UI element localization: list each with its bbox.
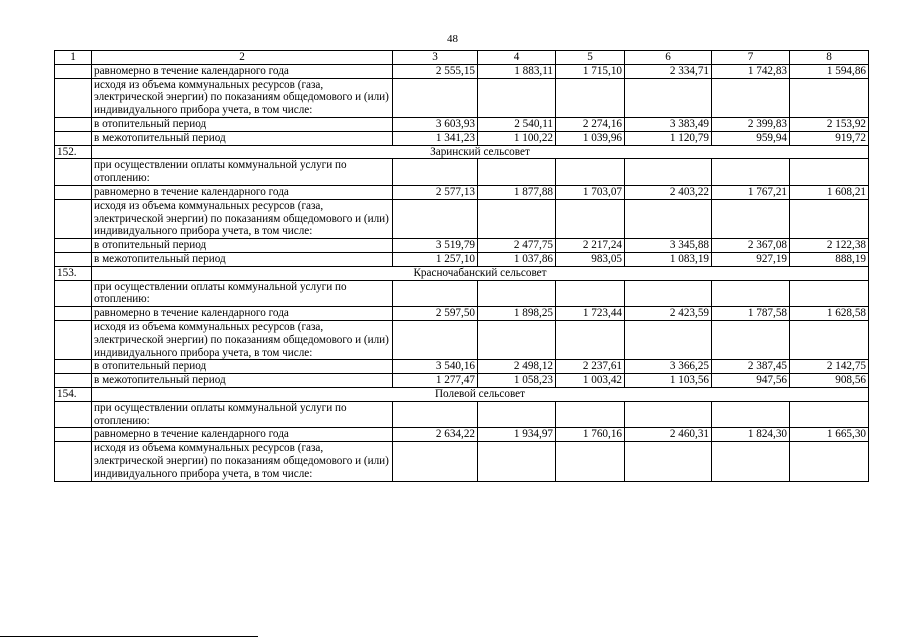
value-cell [790, 199, 869, 238]
header-cell: 3 [393, 51, 478, 65]
row-number-cell [55, 374, 92, 388]
value-cell: 2 577,13 [393, 185, 478, 199]
value-cell: 2 477,75 [478, 239, 556, 253]
value-cell: 959,94 [712, 131, 790, 145]
header-cell: 2 [92, 51, 393, 65]
row-label: при осуществлении оплаты коммунальной услуги по отоплению: [92, 280, 393, 307]
row-number-cell [55, 117, 92, 131]
value-cell: 1 058,23 [478, 374, 556, 388]
value-cell [478, 401, 556, 428]
section-number: 152. [55, 145, 92, 159]
section-title: Красночабанский сельсовет [92, 266, 869, 280]
header-cell: 7 [712, 51, 790, 65]
value-cell [625, 78, 712, 117]
row-label: в межотопительный период [92, 252, 393, 266]
row-label: в межотопительный период [92, 374, 393, 388]
table-row [55, 131, 869, 145]
header-cell: 1 [55, 51, 92, 65]
value-cell: 2 597,50 [393, 307, 478, 321]
row-number-cell [55, 428, 92, 442]
value-cell: 2 237,61 [556, 360, 625, 374]
value-cell: 2 555,15 [393, 64, 478, 78]
table-row [55, 159, 869, 186]
row-number-cell [55, 360, 92, 374]
table-row [55, 78, 869, 117]
value-cell: 1 594,86 [790, 64, 869, 78]
value-cell [478, 159, 556, 186]
value-cell [625, 159, 712, 186]
row-number-cell [55, 280, 92, 307]
table-row [55, 428, 869, 442]
value-cell [393, 199, 478, 238]
value-cell: 2 274,16 [556, 117, 625, 131]
value-cell: 3 603,93 [393, 117, 478, 131]
value-cell [393, 78, 478, 117]
row-number-cell [55, 78, 92, 117]
value-cell [556, 78, 625, 117]
header-cell: 5 [556, 51, 625, 65]
value-cell: 1 742,83 [712, 64, 790, 78]
row-label: при осуществлении оплаты коммунальной услуги по отоплению: [92, 401, 393, 428]
row-number-cell [55, 320, 92, 359]
row-label: исходя из объема коммунальных ресурсов (газа, электрической энергии) по показаниям общедомового и (или) индивидуального прибора учета, в том числе: [92, 199, 393, 238]
value-cell: 2 387,45 [712, 360, 790, 374]
value-cell: 1 628,58 [790, 307, 869, 321]
value-cell: 983,05 [556, 252, 625, 266]
value-cell [712, 199, 790, 238]
value-cell: 1 037,86 [478, 252, 556, 266]
value-cell: 1 608,21 [790, 185, 869, 199]
value-cell: 1 003,42 [556, 374, 625, 388]
value-cell: 1 120,79 [625, 131, 712, 145]
value-cell [478, 280, 556, 307]
value-cell [556, 442, 625, 481]
value-cell [393, 401, 478, 428]
row-label: в отопительный период [92, 239, 393, 253]
table-row [55, 117, 869, 131]
value-cell [556, 280, 625, 307]
value-cell [556, 159, 625, 186]
value-cell [478, 442, 556, 481]
row-number-cell [55, 131, 92, 145]
value-cell: 2 399,83 [712, 117, 790, 131]
value-cell: 2 460,31 [625, 428, 712, 442]
row-label: в межотопительный период [92, 131, 393, 145]
value-cell: 1 787,58 [712, 307, 790, 321]
value-cell: 1 100,22 [478, 131, 556, 145]
table-header-row [55, 51, 869, 65]
row-label: в отопительный период [92, 117, 393, 131]
value-cell: 1 883,11 [478, 64, 556, 78]
section-number: 153. [55, 266, 92, 280]
value-cell: 3 540,16 [393, 360, 478, 374]
header-cell: 6 [625, 51, 712, 65]
value-cell: 1 760,16 [556, 428, 625, 442]
value-cell [393, 320, 478, 359]
row-number-cell [55, 159, 92, 186]
value-cell: 908,56 [790, 374, 869, 388]
row-label: равномерно в течение календарного года [92, 307, 393, 321]
value-cell: 2 367,08 [712, 239, 790, 253]
value-cell: 3 345,88 [625, 239, 712, 253]
section-title: Полевой сельсовет [92, 387, 869, 401]
header-cell: 4 [478, 51, 556, 65]
value-cell [625, 401, 712, 428]
value-cell [790, 159, 869, 186]
value-cell: 919,72 [790, 131, 869, 145]
tariff-table [54, 50, 869, 482]
value-cell [556, 199, 625, 238]
value-cell [393, 442, 478, 481]
value-cell: 2 122,38 [790, 239, 869, 253]
row-number-cell [55, 307, 92, 321]
table-row [55, 307, 869, 321]
row-label: исходя из объема коммунальных ресурсов (газа, электрической энергии) по показаниям общедомового и (или) индивидуального прибора учета, в том числе: [92, 442, 393, 481]
section-title: Заринский сельсовет [92, 145, 869, 159]
value-cell: 1 934,97 [478, 428, 556, 442]
value-cell: 2 540,11 [478, 117, 556, 131]
value-cell [478, 78, 556, 117]
value-cell: 1 665,30 [790, 428, 869, 442]
value-cell [790, 320, 869, 359]
value-cell [625, 442, 712, 481]
section-row [55, 266, 869, 280]
footer-rule [0, 636, 258, 637]
value-cell: 1 723,44 [556, 307, 625, 321]
value-cell [790, 442, 869, 481]
row-number-cell [55, 64, 92, 78]
table-row [55, 252, 869, 266]
value-cell: 1 715,10 [556, 64, 625, 78]
table-row [55, 64, 869, 78]
section-number: 154. [55, 387, 92, 401]
section-row [55, 387, 869, 401]
value-cell: 1 898,25 [478, 307, 556, 321]
value-cell: 2 498,12 [478, 360, 556, 374]
header-cell: 8 [790, 51, 869, 65]
row-label: исходя из объема коммунальных ресурсов (газа, электрической энергии) по показаниям общедомового и (или) индивидуального прибора учета, в том числе: [92, 320, 393, 359]
page-number: 48 [447, 33, 458, 45]
value-cell: 1 083,19 [625, 252, 712, 266]
value-cell [712, 159, 790, 186]
value-cell [556, 320, 625, 359]
value-cell: 947,56 [712, 374, 790, 388]
row-label: равномерно в течение календарного года [92, 428, 393, 442]
row-number-cell [55, 252, 92, 266]
value-cell: 1 703,07 [556, 185, 625, 199]
section-row [55, 145, 869, 159]
table-row [55, 320, 869, 359]
value-cell: 2 217,24 [556, 239, 625, 253]
value-cell [712, 280, 790, 307]
value-cell: 927,19 [712, 252, 790, 266]
row-label: равномерно в течение календарного года [92, 64, 393, 78]
value-cell [712, 320, 790, 359]
value-cell: 3 383,49 [625, 117, 712, 131]
value-cell: 1 277,47 [393, 374, 478, 388]
row-number-cell [55, 185, 92, 199]
value-cell: 2 334,71 [625, 64, 712, 78]
value-cell: 1 767,21 [712, 185, 790, 199]
table-row [55, 280, 869, 307]
value-cell: 1 039,96 [556, 131, 625, 145]
value-cell [712, 442, 790, 481]
value-cell [625, 320, 712, 359]
value-cell [478, 199, 556, 238]
value-cell: 2 423,59 [625, 307, 712, 321]
value-cell [712, 401, 790, 428]
value-cell [393, 280, 478, 307]
value-cell: 2 403,22 [625, 185, 712, 199]
value-cell: 3 366,25 [625, 360, 712, 374]
row-label: в отопительный период [92, 360, 393, 374]
value-cell [790, 280, 869, 307]
row-label: исходя из объема коммунальных ресурсов (газа, электрической энергии) по показаниям общедомового и (или) индивидуального прибора учета, в том числе: [92, 78, 393, 117]
value-cell [625, 199, 712, 238]
value-cell [393, 159, 478, 186]
table-row [55, 185, 869, 199]
value-cell: 1 341,23 [393, 131, 478, 145]
row-number-cell [55, 401, 92, 428]
value-cell: 1 824,30 [712, 428, 790, 442]
value-cell: 2 153,92 [790, 117, 869, 131]
row-label: равномерно в течение календарного года [92, 185, 393, 199]
value-cell: 2 142,75 [790, 360, 869, 374]
value-cell [790, 78, 869, 117]
table-row [55, 239, 869, 253]
value-cell: 1 877,88 [478, 185, 556, 199]
row-label: при осуществлении оплаты коммунальной услуги по отоплению: [92, 159, 393, 186]
table-row [55, 442, 869, 481]
value-cell [625, 280, 712, 307]
value-cell [478, 320, 556, 359]
row-number-cell [55, 442, 92, 481]
value-cell: 3 519,79 [393, 239, 478, 253]
table-row [55, 360, 869, 374]
value-cell: 2 634,22 [393, 428, 478, 442]
value-cell [790, 401, 869, 428]
row-number-cell [55, 199, 92, 238]
table-row [55, 401, 869, 428]
table-row [55, 374, 869, 388]
row-number-cell [55, 239, 92, 253]
value-cell [556, 401, 625, 428]
table-row [55, 199, 869, 238]
value-cell: 1 103,56 [625, 374, 712, 388]
value-cell: 888,19 [790, 252, 869, 266]
value-cell [712, 78, 790, 117]
value-cell: 1 257,10 [393, 252, 478, 266]
